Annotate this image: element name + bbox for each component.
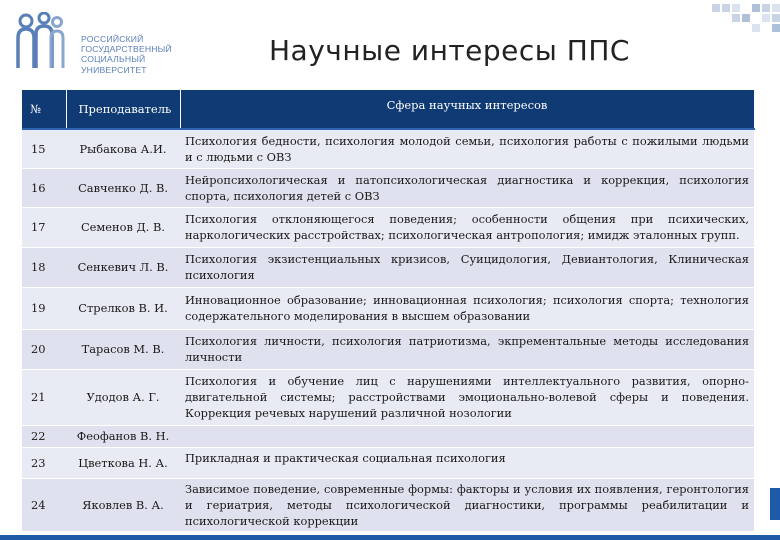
- row-area: Психология и обучение лиц с нарушениями интеллектуального развития, опорно-двигательной системы; расстройствами эмоционально-волевой сферы и поведения. Коррекция речевых нарушений различной нозологии: [180, 369, 754, 425]
- row-teacher: Цветкова Н. А.: [66, 447, 180, 478]
- row-num: 23: [22, 447, 66, 478]
- table-row: [22, 478, 754, 531]
- row-num: 24: [22, 478, 66, 531]
- row-num: 22: [22, 425, 66, 447]
- header-area: Сфера научных интересов: [180, 90, 754, 129]
- row-area: [180, 425, 754, 447]
- row-num: 20: [22, 329, 66, 369]
- row-area: Психология отклоняющегося поведения; особенности общения при психических, наркологических расстройствах; психологическая антропология; имидж эталонных групп.: [180, 207, 754, 247]
- row-teacher: Сенкевич Л. В.: [66, 247, 180, 287]
- research-interests-table: [22, 90, 755, 531]
- table-row: [22, 425, 754, 447]
- row-area: Психология экзистенциальных кризисов, Суицидология, Девиантология, Клиническая психология: [180, 247, 754, 287]
- header-teacher: Преподаватель: [66, 90, 180, 129]
- table-row: [22, 447, 754, 478]
- row-teacher: Рыбакова А.И.: [66, 129, 180, 168]
- row-area: Зависимое поведение, современные формы: факторы и условия их появления, геронтология и гериатрия, методы психологической диагностики, программы реабилитации и психологической коррекции: [180, 478, 754, 531]
- row-area: Прикладная и практическая социальная психология: [180, 447, 754, 478]
- table-row: [22, 129, 754, 168]
- logo-text: [81, 34, 181, 75]
- logo-line: СОЦИАЛЬНЫЙ: [81, 54, 146, 65]
- table-row: [22, 329, 754, 369]
- page-title: Научные интересы ППС: [269, 34, 630, 67]
- table-row: [22, 287, 754, 329]
- table-row: [22, 369, 754, 425]
- row-area: Психология личности, психология патриотизма, экпрементальные методы исследования личности: [180, 329, 754, 369]
- row-num: 19: [22, 287, 66, 329]
- table-header-row: [22, 90, 754, 129]
- row-num: 21: [22, 369, 66, 425]
- row-area: Инновационное образование; инновационная психология; психология спорта; технология содержательного моделирования в высшем образовании: [180, 287, 754, 329]
- logo-line: УНИВЕРСИТЕТ: [81, 64, 147, 75]
- row-num: 18: [22, 247, 66, 287]
- bottom-accent-bar: [0, 535, 780, 540]
- row-area: Психология бедности, психология молодой семьи, психология работы с пожилыми людьми и с людьми с ОВЗ: [180, 129, 754, 168]
- row-teacher: Савченко Д. В.: [66, 168, 180, 207]
- people-logo-icon: [14, 12, 66, 70]
- row-num: 15: [22, 129, 66, 168]
- row-teacher: Тарасов М. В.: [66, 329, 180, 369]
- row-teacher: Удодов А. Г.: [66, 369, 180, 425]
- row-area: Нейропсихологическая и патопсихологическая диагностика и коррекция, психология спорта, психология детей с ОВЗ: [180, 168, 754, 207]
- logo-line: РОССИЙСКИЙ: [81, 34, 144, 44]
- row-teacher: Семенов Д. В.: [66, 207, 180, 247]
- logo-line: ГОСУДАРСТВЕННЫЙ: [81, 44, 172, 55]
- row-num: 16: [22, 168, 66, 207]
- table-row: [22, 207, 754, 247]
- header-num: №: [22, 90, 66, 129]
- row-teacher: Феофанов В. Н.: [66, 425, 180, 447]
- row-num: 17: [22, 207, 66, 247]
- slide-accent-tab: [770, 488, 780, 520]
- university-logo: [14, 12, 174, 74]
- table-row: [22, 247, 754, 287]
- row-teacher: Стрелков В. И.: [66, 287, 180, 329]
- decorative-squares: [710, 0, 780, 40]
- row-teacher: Яковлев В. А.: [66, 478, 180, 531]
- table-row: [22, 168, 754, 207]
